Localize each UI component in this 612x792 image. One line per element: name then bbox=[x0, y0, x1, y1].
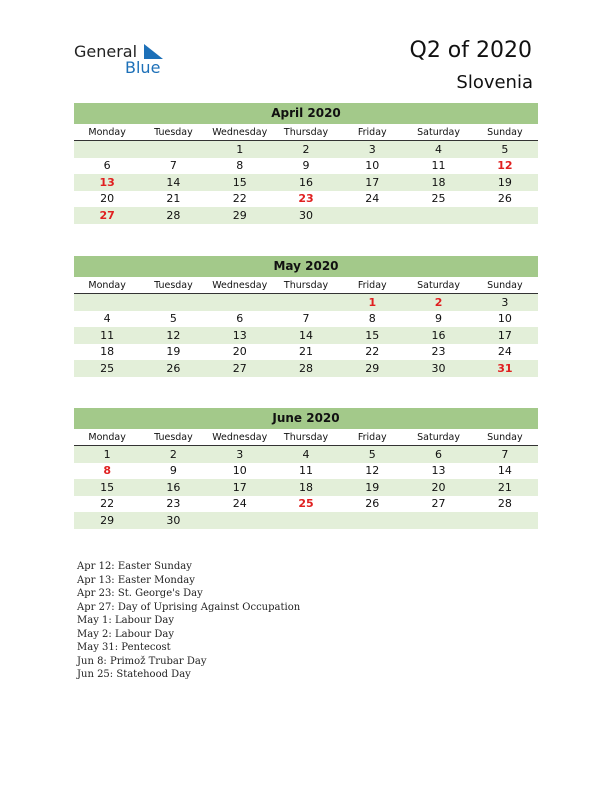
calendar-grid bbox=[74, 124, 538, 224]
logo-word-blue: Blue bbox=[125, 58, 161, 77]
week-row bbox=[74, 512, 538, 529]
weekday-header: Friday bbox=[339, 124, 405, 141]
day-cell: 22 bbox=[100, 497, 115, 511]
weekday-header: Thursday bbox=[273, 429, 339, 446]
holiday-day-cell: 2 bbox=[405, 294, 471, 311]
weekday-header: Monday bbox=[74, 124, 140, 141]
day-cell: 2 bbox=[140, 446, 206, 463]
day-cell: 16 bbox=[140, 479, 206, 496]
day-cell: 20 bbox=[100, 192, 115, 206]
day-cell: 10 bbox=[497, 312, 512, 326]
holiday-item: May 2: Labour Day bbox=[77, 628, 174, 640]
holiday-item: Apr 12: Easter Sunday bbox=[77, 561, 192, 572]
empty-day-cell bbox=[140, 294, 206, 311]
day-cell: 17 bbox=[207, 479, 273, 496]
holiday-day-cell: 12 bbox=[497, 159, 513, 173]
weekday-header: Monday bbox=[74, 429, 140, 446]
weekday-header: Friday bbox=[339, 429, 405, 446]
day-cell: 3 bbox=[207, 446, 273, 463]
day-cell: 14 bbox=[497, 464, 512, 478]
day-cell: 11 bbox=[74, 327, 140, 344]
day-cell: 27 bbox=[207, 360, 273, 377]
day-cell: 19 bbox=[166, 345, 181, 359]
week-row bbox=[74, 496, 538, 513]
day-cell: 19 bbox=[472, 174, 538, 191]
day-cell: 1 bbox=[74, 446, 140, 463]
weekday-header: Monday bbox=[74, 277, 140, 294]
empty-day-cell bbox=[273, 512, 339, 529]
day-cell: 13 bbox=[431, 464, 446, 478]
day-cell: 14 bbox=[140, 174, 206, 191]
empty-day-cell bbox=[207, 294, 273, 311]
day-cell: 15 bbox=[74, 479, 140, 496]
empty-day-cell bbox=[339, 512, 405, 529]
day-cell: 2 bbox=[273, 141, 339, 158]
day-cell: 22 bbox=[232, 192, 247, 206]
country-name: Slovenia bbox=[456, 72, 533, 93]
day-cell: 18 bbox=[273, 479, 339, 496]
day-cell: 23 bbox=[166, 497, 181, 511]
weekday-header: Tuesday bbox=[140, 429, 206, 446]
day-cell: 8 bbox=[236, 159, 244, 173]
weekday-header: Tuesday bbox=[140, 124, 206, 141]
day-cell: 19 bbox=[339, 479, 405, 496]
weekday-header: Saturday bbox=[405, 124, 471, 141]
holiday-day-cell: 13 bbox=[74, 174, 140, 191]
day-cell: 7 bbox=[169, 159, 177, 173]
day-cell: 16 bbox=[405, 327, 471, 344]
day-cell: 12 bbox=[365, 464, 380, 478]
week-row bbox=[74, 463, 538, 480]
month-april bbox=[74, 103, 538, 224]
empty-day-cell bbox=[339, 207, 405, 224]
holiday-item: Apr 27: Day of Uprising Against Occupation bbox=[77, 601, 301, 613]
day-cell: 3 bbox=[472, 294, 538, 311]
holiday-day-cell: 25 bbox=[298, 497, 314, 511]
day-cell: 22 bbox=[365, 345, 380, 359]
day-cell: 28 bbox=[140, 207, 206, 224]
empty-day-cell bbox=[472, 207, 538, 224]
day-cell: 6 bbox=[103, 159, 111, 173]
day-cell: 14 bbox=[273, 327, 339, 344]
weekday-header: Sunday bbox=[472, 124, 538, 141]
week-row bbox=[74, 141, 538, 158]
holiday-item: May 1: Labour Day bbox=[77, 615, 174, 626]
week-row bbox=[74, 327, 538, 344]
holiday-item: Apr 13: Easter Monday bbox=[77, 574, 195, 586]
week-row bbox=[74, 446, 538, 463]
page-title: Q2 of 2020 bbox=[409, 38, 532, 63]
day-cell: 18 bbox=[405, 174, 471, 191]
day-cell: 28 bbox=[497, 497, 512, 511]
empty-day-cell bbox=[405, 207, 471, 224]
weekday-header: Wednesday bbox=[207, 429, 273, 446]
month-title: April 2020 bbox=[74, 103, 538, 124]
week-row bbox=[74, 207, 538, 224]
weekday-header: Wednesday bbox=[207, 124, 273, 141]
day-cell: 4 bbox=[273, 446, 339, 463]
day-cell: 20 bbox=[405, 479, 471, 496]
day-cell: 20 bbox=[232, 345, 247, 359]
day-cell: 25 bbox=[431, 192, 446, 206]
weekday-header: Sunday bbox=[472, 429, 538, 446]
day-cell: 18 bbox=[100, 345, 115, 359]
day-cell: 1 bbox=[207, 141, 273, 158]
day-cell: 5 bbox=[169, 312, 177, 326]
day-cell: 6 bbox=[405, 446, 471, 463]
week-row bbox=[74, 311, 538, 328]
month-title: June 2020 bbox=[74, 408, 538, 429]
week-row bbox=[74, 158, 538, 175]
day-cell: 24 bbox=[365, 192, 380, 206]
day-cell: 25 bbox=[74, 360, 140, 377]
day-cell: 5 bbox=[339, 446, 405, 463]
empty-day-cell bbox=[74, 141, 140, 158]
holiday-item: Jun 8: Primož Trubar Day bbox=[77, 655, 207, 667]
day-cell: 17 bbox=[339, 174, 405, 191]
day-cell: 10 bbox=[365, 159, 380, 173]
day-cell: 23 bbox=[431, 345, 446, 359]
empty-day-cell bbox=[74, 294, 140, 311]
day-cell: 24 bbox=[232, 497, 247, 511]
week-row bbox=[74, 174, 538, 191]
day-cell: 26 bbox=[497, 192, 512, 206]
logo-word-general: General bbox=[74, 42, 138, 61]
week-row bbox=[74, 344, 538, 361]
day-cell: 30 bbox=[273, 207, 339, 224]
weekday-header: Friday bbox=[339, 277, 405, 294]
calendar-grid bbox=[74, 429, 538, 529]
day-cell: 26 bbox=[365, 497, 380, 511]
holiday-item: Jun 25: Statehood Day bbox=[77, 669, 191, 680]
day-cell: 7 bbox=[302, 312, 310, 326]
day-cell: 24 bbox=[497, 345, 512, 359]
day-cell: 7 bbox=[472, 446, 538, 463]
day-cell: 27 bbox=[431, 497, 446, 511]
holiday-item: May 31: Pentecost bbox=[77, 642, 171, 653]
day-cell: 29 bbox=[339, 360, 405, 377]
holiday-day-cell: 23 bbox=[298, 192, 314, 206]
day-cell: 28 bbox=[273, 360, 339, 377]
day-cell: 26 bbox=[140, 360, 206, 377]
day-cell: 5 bbox=[472, 141, 538, 158]
empty-day-cell bbox=[472, 512, 538, 529]
day-cell: 9 bbox=[435, 312, 443, 326]
day-cell: 29 bbox=[74, 512, 140, 529]
day-cell: 4 bbox=[405, 141, 471, 158]
day-cell: 21 bbox=[166, 192, 181, 206]
holiday-day-cell: 27 bbox=[74, 207, 140, 224]
holiday-day-cell: 31 bbox=[472, 360, 538, 377]
day-cell: 30 bbox=[140, 512, 206, 529]
day-cell: 11 bbox=[431, 159, 446, 173]
holiday-item: Apr 23: St. George's Day bbox=[77, 588, 203, 599]
weekday-header: Tuesday bbox=[140, 277, 206, 294]
week-row bbox=[74, 479, 538, 496]
day-cell: 9 bbox=[302, 159, 310, 173]
empty-day-cell bbox=[140, 141, 206, 158]
day-cell: 17 bbox=[472, 327, 538, 344]
empty-day-cell bbox=[405, 512, 471, 529]
day-cell: 15 bbox=[207, 174, 273, 191]
weekday-header: Sunday bbox=[472, 277, 538, 294]
month-may bbox=[74, 256, 538, 377]
day-cell: 8 bbox=[368, 312, 376, 326]
day-cell: 30 bbox=[405, 360, 471, 377]
week-row bbox=[74, 360, 538, 377]
generalblue-logo bbox=[74, 42, 174, 76]
holiday-day-cell: 1 bbox=[339, 294, 405, 311]
weekday-header: Saturday bbox=[405, 277, 471, 294]
day-cell: 15 bbox=[339, 327, 405, 344]
empty-day-cell bbox=[273, 294, 339, 311]
weekday-header: Thursday bbox=[273, 124, 339, 141]
weekday-header: Thursday bbox=[273, 277, 339, 294]
day-cell: 4 bbox=[103, 312, 111, 326]
day-cell: 3 bbox=[339, 141, 405, 158]
empty-day-cell bbox=[207, 512, 273, 529]
day-cell: 12 bbox=[140, 327, 206, 344]
day-cell: 16 bbox=[273, 174, 339, 191]
day-cell: 21 bbox=[472, 479, 538, 496]
day-cell: 9 bbox=[169, 464, 177, 478]
day-cell: 11 bbox=[298, 464, 313, 478]
day-cell: 21 bbox=[298, 345, 313, 359]
day-cell: 13 bbox=[207, 327, 273, 344]
weekday-header: Saturday bbox=[405, 429, 471, 446]
holiday-day-cell: 8 bbox=[103, 464, 111, 478]
month-title: May 2020 bbox=[74, 256, 538, 277]
week-row bbox=[74, 294, 538, 311]
month-june bbox=[74, 408, 538, 529]
day-cell: 6 bbox=[236, 312, 244, 326]
weekday-header: Wednesday bbox=[207, 277, 273, 294]
week-row bbox=[74, 191, 538, 208]
holiday-list bbox=[77, 560, 300, 682]
day-cell: 10 bbox=[232, 464, 247, 478]
calendar-grid bbox=[74, 277, 538, 377]
day-cell: 29 bbox=[207, 207, 273, 224]
